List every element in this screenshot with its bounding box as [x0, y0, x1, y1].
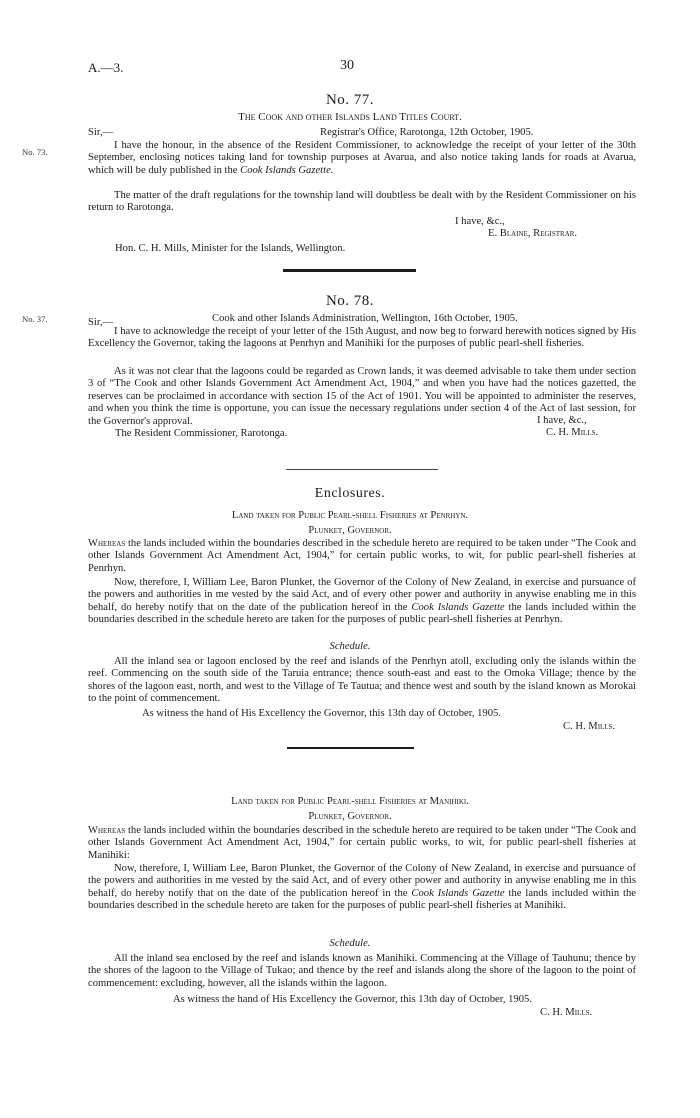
document-reference: A.—3.: [88, 60, 124, 75]
penrhyn-whereas-word: Whereas: [88, 538, 126, 549]
manihiki-governor: Plunket, Governor.: [308, 811, 392, 822]
letter-78-side-note: No. 37.: [22, 314, 48, 324]
manihiki-gazette: Cook Islands Gazette: [411, 887, 505, 899]
manihiki-notice: [88, 863, 636, 913]
letter-77-address: Registrar's Office, Rarotonga, 12th October, 1905.: [320, 127, 534, 138]
manihiki-witness: As witness the hand of His Excellency the Governor, this 13th day of October, 1905.: [173, 994, 532, 1005]
letter-77-number: No. 77.: [325, 92, 375, 108]
penrhyn-whereas: [88, 538, 636, 575]
letter-77-para1: I have the honour, in the absence of the Resident Commissioner, to acknowledge the receipt of your letter of the 30th September, enclosing notices taking land for township purposes at Avarua, and also notice taking lands for roads at Avarua, which will be duly published in the: [88, 140, 636, 176]
letter-78-salutation: Sir,—: [88, 317, 114, 328]
manihiki-schedule: All the inland sea enclosed by the reef and islands known as Manihiki. Commencing at the Village of Tauhunu; thence by the shores of the lagoon to the Village of Tukao; and thence by the reef and islands along the shore of the lagoon to the point of commencement: excluding, however, all the islands within the lagoon.: [88, 953, 636, 989]
section-divider: [287, 747, 414, 749]
penrhyn-schedule-heading: Schedule.: [329, 641, 371, 652]
penrhyn-governor: Plunket, Governor.: [308, 525, 392, 536]
letter-77-signature: E. Blaine, Registrar.: [488, 228, 578, 239]
penrhyn-witness: As witness the hand of His Excellency the Governor, this 13th day of October, 1905.: [142, 708, 501, 719]
letter-77-side-note: No. 73.: [22, 147, 48, 157]
section-divider: [286, 469, 438, 470]
penrhyn-whereas-text: the lands included within the boundaries described in the schedule hereto are required to be taken under “The Cook and other Islands Government Act Amendment Act, 1904,” for certain public works, to wit, for public pearl-shell fisheries at Penrhyn.: [88, 538, 636, 574]
letter-77-court: The Cook and other Islands Land Titles Court.: [238, 111, 462, 123]
manihiki-whereas-text: the lands included within the boundaries described in the schedule hereto are required to be taken under “The Cook and other Islands Government Act Amendment Act, 1904,” for certain public works, to wit, for public pearl-shell fisheries at Manihiki:: [88, 825, 636, 861]
letter-78-para2: As it was not clear that the lagoons could be regarded as Crown lands, it was deemed advisable to take them under section 3 of “The Cook and other Islands Government Act Amendment Act, 1904,” and when you have had the notices gazetted, the reserves can be proclaimed in accordance with section 15 of the Act of 1901. You will be appointed to administer the reserves, and when you think the time is opportune, you can issue the necessary regulations under section 4 of the Act of last session, for the Governor's approval.: [88, 366, 636, 427]
manihiki-schedule-heading: Schedule.: [329, 938, 371, 949]
letter-77-gazette: Cook Islands Gazette.: [240, 164, 334, 176]
letter-78-addressee: The Resident Commissioner, Rarotonga.: [115, 428, 288, 439]
page-number: 30: [340, 58, 354, 73]
letter-78-address: Cook and other Islands Administration, Wellington, 16th October, 1905.: [212, 313, 518, 324]
letter-78-para1: I have to acknowledge the receipt of your letter of the 15th August, and now beg to forward herewith notices signed by His Excellency the Governor, taking the lagoons at Penrhyn and Manihiki for the purposes of public pearl-shell fisheries.: [88, 326, 636, 350]
letter-78-closing: I have, &c.,: [537, 415, 587, 426]
manihiki-whereas: [88, 825, 636, 862]
penrhyn-schedule: All the inland sea or lagoon enclosed by the reef and islands of the Penrhyn atoll, excluding only the islands within the reef. Commencing on the south side of the Taruia entrance; thence south-east and east to the Omoka Village; thence by the shores of the lagoon east, north, and west to the Village of Te Tautua; and thence west and south by the island known as Morokai to the point of commencement.: [88, 656, 636, 705]
penrhyn-title: Land taken for Public Pearl-shell Fisheries at Penrhyn.: [231, 510, 469, 521]
letter-77-para2: The matter of the draft regulations for the township land will doubtless be dealt with by the Resident Commissioner on his return to Rarotonga.: [88, 190, 636, 214]
letter-78-number: No. 78.: [325, 293, 375, 309]
section-divider: [283, 269, 416, 272]
manihiki-notice-b: the lands included within the boundaries described in the schedule hereto are taken for the purposes of public pearl-shell fisheries at Manihiki.: [88, 887, 636, 912]
letter-77-body: [88, 140, 636, 177]
letter-77-closing: I have, &c.,: [455, 216, 505, 227]
manihiki-title: Land taken for Public Pearl-shell Fisheries at Manihiki.: [231, 796, 469, 807]
letter-77-salutation: Sir,—: [88, 127, 114, 138]
penrhyn-notice: [88, 577, 636, 627]
penrhyn-notice-b: the lands included within the boundaries described in the schedule hereto are taken for the purposes of public pearl-shell fisheries at Penrhyn.: [88, 601, 636, 626]
penrhyn-notice-a: Now, therefore, I, William Lee, Baron Plunket, the Governor of the Colony of New Zealand, in exercise and pursuance of the powers and authorities in me vested by the said Act, and of every other power and authority in anywise enabling me in this behalf, do hereby notify that on the date of the publication hereof in the: [88, 577, 636, 613]
penrhyn-gazette: Cook Islands Gazette: [411, 601, 505, 613]
enclosures-heading: Enclosures.: [314, 486, 386, 501]
letter-78-signature: C. H. Mills.: [546, 427, 599, 438]
letter-77-addressee: Hon. C. H. Mills, Minister for the Islands, Wellington.: [115, 243, 346, 254]
manihiki-whereas-word: Whereas: [88, 825, 126, 836]
manihiki-signature: C. H. Mills.: [540, 1007, 593, 1018]
penrhyn-signature: C. H. Mills.: [563, 721, 616, 732]
manihiki-notice-a: Now, therefore, I, William Lee, Baron Plunket, the Governor of the Colony of New Zealand, in exercise and pursuance of the powers and authorities in me vested by the said Act, and of every other power and authority in anywise enabling me in this behalf, do hereby notify that on the date of the publication hereof in the: [88, 863, 636, 899]
